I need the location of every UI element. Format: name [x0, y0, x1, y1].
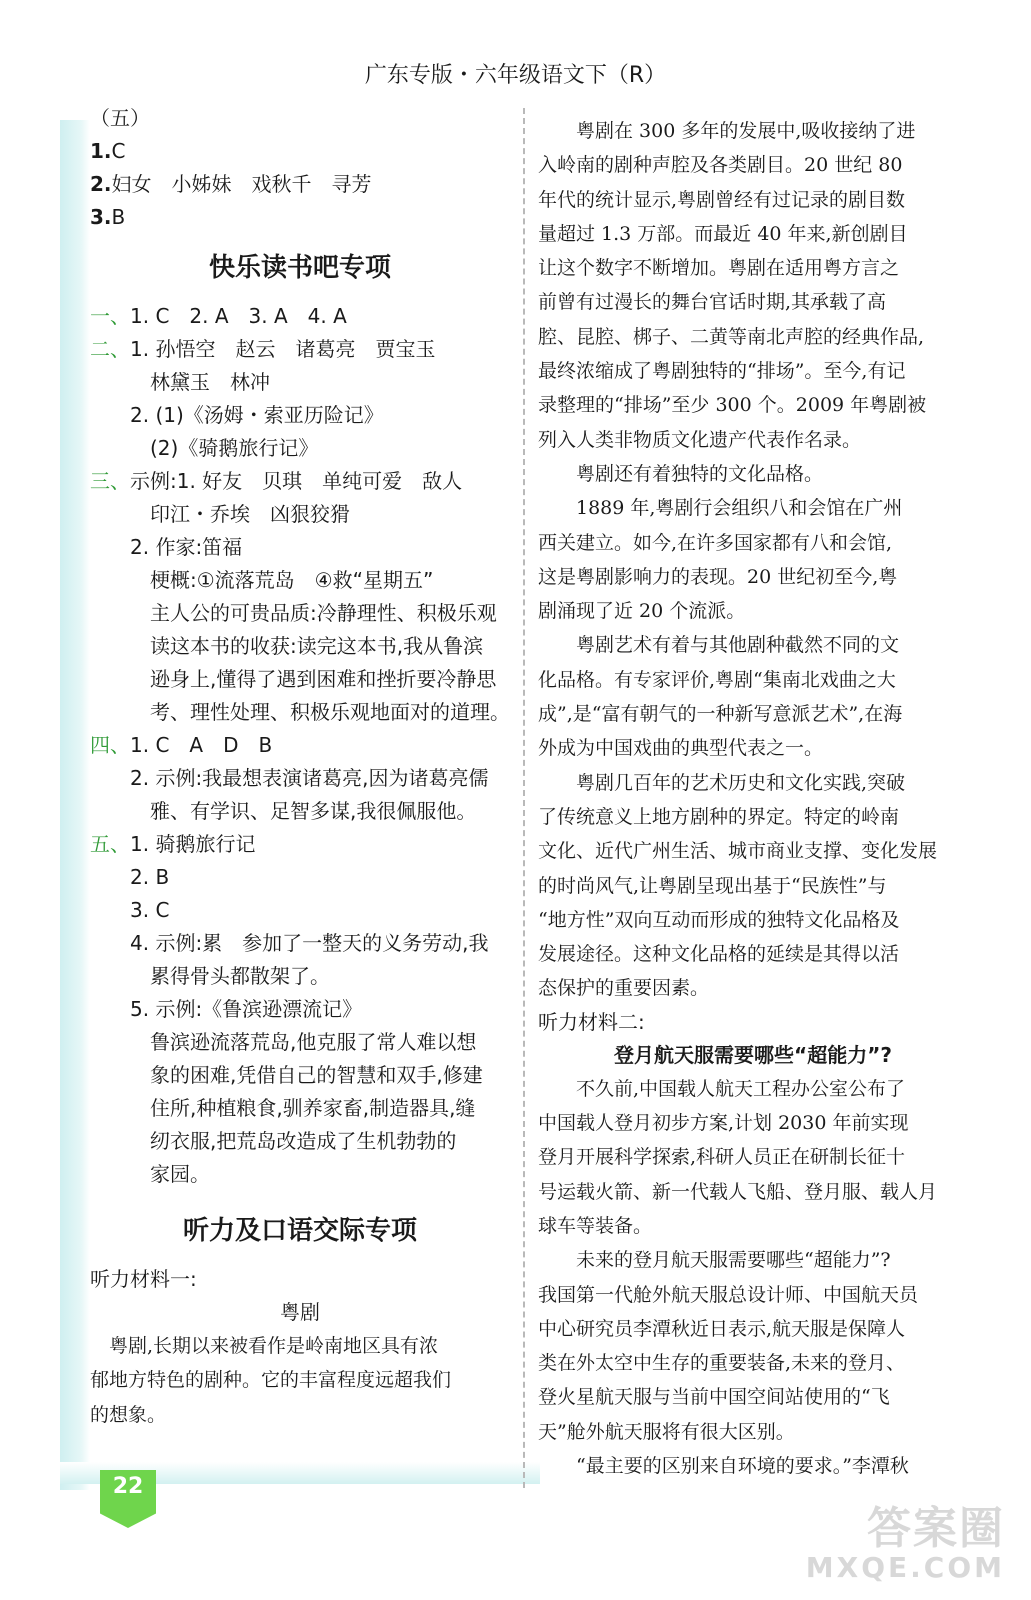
reading-q4-line3: 雅、有学识、足智多谋,我很佩服他。: [150, 799, 477, 823]
para4-line3: 成”,是“富有朝气的一种新写意派艺术”,在海: [538, 703, 903, 726]
reading-q2-line1: 二、1. 孙悟空 赵云 诸葛亮 贾宝玉: [90, 337, 436, 361]
para1-line5: 让这个数字不断增加。粤剧在适用粤方言之: [538, 257, 900, 280]
para1-line4: 量超过 1.3 万部。而最近 40 年来,新创剧目: [538, 222, 908, 245]
para3-line1: 1889 年,粤剧行会组织八和会馆在广州: [538, 497, 903, 520]
left-decorative-band: [60, 120, 90, 1490]
para5-line3: 文化、近代广州生活、城市商业支撑、变化发展: [538, 840, 938, 863]
material2-label: 听力材料二:: [538, 1009, 645, 1034]
reading-section-title: 快乐读书吧专项: [208, 253, 391, 283]
reading-q5-line4: 4. 示例:累 参加了一整天的义务劳动,我: [130, 931, 489, 955]
para7-line2: 我国第一代舱外航天服总设计师、中国航天员: [538, 1283, 919, 1306]
reading-q2-line3: 2. (1)《汤姆・索亚历险记》: [130, 403, 384, 427]
reading-q2-line2: 林黛玉 林冲: [150, 370, 270, 394]
para1-line8: 最终浓缩成了粤剧独特的“排场”。至今,有记: [538, 360, 906, 383]
reading-q3-line5: 主人公的可贵品质:冷静理性、积极乐观: [150, 601, 497, 625]
para4-line4: 外成为中国戏曲的典型代表之一。: [538, 737, 824, 760]
site-watermark: 答案圈 MXQE.COM: [805, 1503, 1005, 1584]
para5-line4: 的时尚风气,让粤剧呈现出基于“民族性”与: [538, 874, 887, 897]
part5-item-1: 1.C: [90, 139, 126, 163]
para6-line2: 中国载人登月初步方案,计划 2030 年前实现: [538, 1112, 909, 1135]
listening-material1-line2: 郁地方特色的剧种。它的丰富程度远超我们: [90, 1369, 452, 1392]
reading-q5-line3: 3. C: [130, 898, 170, 922]
reading-q4-line2: 2. 示例:我最想表演诸葛亮,因为诸葛亮儒: [130, 766, 489, 790]
reading-q3-line4: 梗概:①流落荒岛 ④救“星期五”: [150, 568, 434, 592]
reading-q3-line2: 印江・乔埃 凶狠狡猾: [150, 502, 350, 526]
left-column: [90, 102, 510, 1432]
para3-line3: 这是粤剧影响力的表现。20 世纪初至今,粤: [538, 565, 898, 588]
column-divider: [523, 108, 525, 1488]
para7-line4: 类在外太空中生存的重要装备,未来的登月、: [538, 1352, 906, 1375]
para2-line1: 粤剧还有着独特的文化品格。: [538, 462, 824, 485]
part5-item-3: 3.B: [90, 205, 126, 229]
para1-line7: 腔、昆腔、梆子、二黄等南北声腔的经典作品,: [538, 325, 925, 348]
listening-material1-line3: 的想象。: [90, 1403, 167, 1426]
para7-line6: 天”舱外航天服将有很大区别。: [538, 1420, 795, 1443]
part5-item-2: 2.妇女 小姊妹 戏秋千 寻芳: [90, 172, 372, 196]
para8-line1: “最主要的区别来自环境的要求。”李潭秋: [538, 1454, 909, 1477]
reading-q3-line6: 读这本书的收获:读完这本书,我从鲁滨: [150, 634, 484, 658]
para6-line1: 不久前,中国载人航天工程办公室公布了: [538, 1077, 906, 1100]
reading-q5-line5: 累得骨头都散架了。: [150, 964, 330, 988]
para4-line1: 粤剧艺术有着与其他剧种截然不同的文: [538, 634, 900, 657]
para1-line3: 年代的统计显示,粤剧曾经有过记录的剧目数: [538, 188, 906, 211]
para1-line2: 入岭南的剧种声腔及各类剧目。20 世纪 80: [538, 154, 903, 177]
reading-q5-line10: 纫衣服,把荒岛改造成了生机勃勃的: [150, 1129, 457, 1153]
page-number: 22: [112, 1474, 144, 1499]
reading-q5-line1: 五、1. 骑鹅旅行记: [90, 832, 256, 856]
para1-line10: 列入人类非物质文化遗产代表作名录。: [538, 428, 862, 451]
reading-q5-line2: 2. B: [130, 865, 170, 889]
reading-q3-line8: 考、理性处理、积极乐观地面对的道理。: [150, 700, 510, 724]
reading-q2-line4: (2)《骑鹅旅行记》: [150, 436, 319, 460]
reading-q5-line6: 5. 示例:《鲁滨逊漂流记》: [130, 997, 363, 1021]
para5-line7: 态保护的重要因素。: [538, 977, 710, 1000]
para4-line2: 化品格。有专家评价,粤剧“集南北戏曲之大: [538, 668, 896, 691]
para1-line9: 录整理的“排场”至少 300 个。2009 年粤剧被: [538, 394, 927, 417]
listening-material1-line1: 粤剧,长期以来被看作是岭南地区具有浓: [90, 1335, 439, 1357]
para1-line6: 前曾有过漫长的舞台官话时期,其承载了高: [538, 291, 887, 314]
para7-line1: 未来的登月航天服需要哪些“超能力”?: [538, 1249, 891, 1272]
para6-line5: 球车等装备。: [538, 1214, 653, 1237]
reading-q4-line1: 四、1. C A D B: [90, 733, 273, 757]
para7-line3: 中心研究员李潭秋近日表示,航天服是保障人: [538, 1317, 906, 1340]
reading-q3-line7: 逊身上,懂得了遇到困难和挫折要冷静思: [150, 667, 497, 691]
para3-line2: 西关建立。如今,在许多国家都有八和会馆,: [538, 531, 893, 554]
part5-label: （五）: [90, 106, 150, 130]
reading-q3-line3: 2. 作家:笛福: [130, 535, 243, 559]
reading-q1: 一、1. C 2. A 3. A 4. A: [90, 304, 347, 328]
para6-line3: 登月开展科学探索,科研人员正在研制长征十: [538, 1146, 906, 1169]
listening-material1-title: 粤剧: [280, 1300, 320, 1324]
listening-material1-label: 听力材料一:: [90, 1267, 197, 1291]
para5-line1: 粤剧几百年的艺术历史和文化实践,突破: [538, 771, 906, 794]
reading-q3-line1: 三、示例:1. 好友 贝琪 单纯可爱 敌人: [90, 469, 463, 493]
para6-line4: 号运载火箭、新一代载人飞船、登月服、载人月: [538, 1180, 938, 1203]
para3-line4: 剧涌现了近 20 个流派。: [538, 600, 746, 623]
para5-line5: “地方性”双向互动而形成的独特文化品格及: [538, 908, 900, 931]
reading-q5-line7: 鲁滨逊流落荒岛,他克服了常人难以想: [150, 1030, 477, 1054]
reading-q5-line9: 住所,种植粮食,驯养家畜,制造器具,缝: [150, 1096, 476, 1120]
page-header: 广东专版・六年级语文下（R）: [364, 63, 667, 88]
para7-line5: 登火星航天服与当前中国空间站使用的“飞: [538, 1386, 890, 1409]
para5-line6: 发展途径。这种文化品格的延续是其得以活: [538, 943, 900, 966]
para5-line2: 了传统意义上地方剧种的界定。特定的岭南: [538, 805, 900, 828]
listening-section-title: 听力及口语交际专项: [182, 1216, 417, 1246]
reading-q5-line8: 象的困难,凭借自己的智慧和双手,修建: [150, 1063, 483, 1087]
material2-title: 登月航天服需要哪些“超能力”?: [614, 1042, 892, 1067]
right-column: [538, 114, 968, 1483]
para1-line1: 粤剧在 300 多年的发展中,吸收接纳了进: [538, 120, 916, 142]
reading-q5-line11: 家园。: [150, 1162, 210, 1186]
